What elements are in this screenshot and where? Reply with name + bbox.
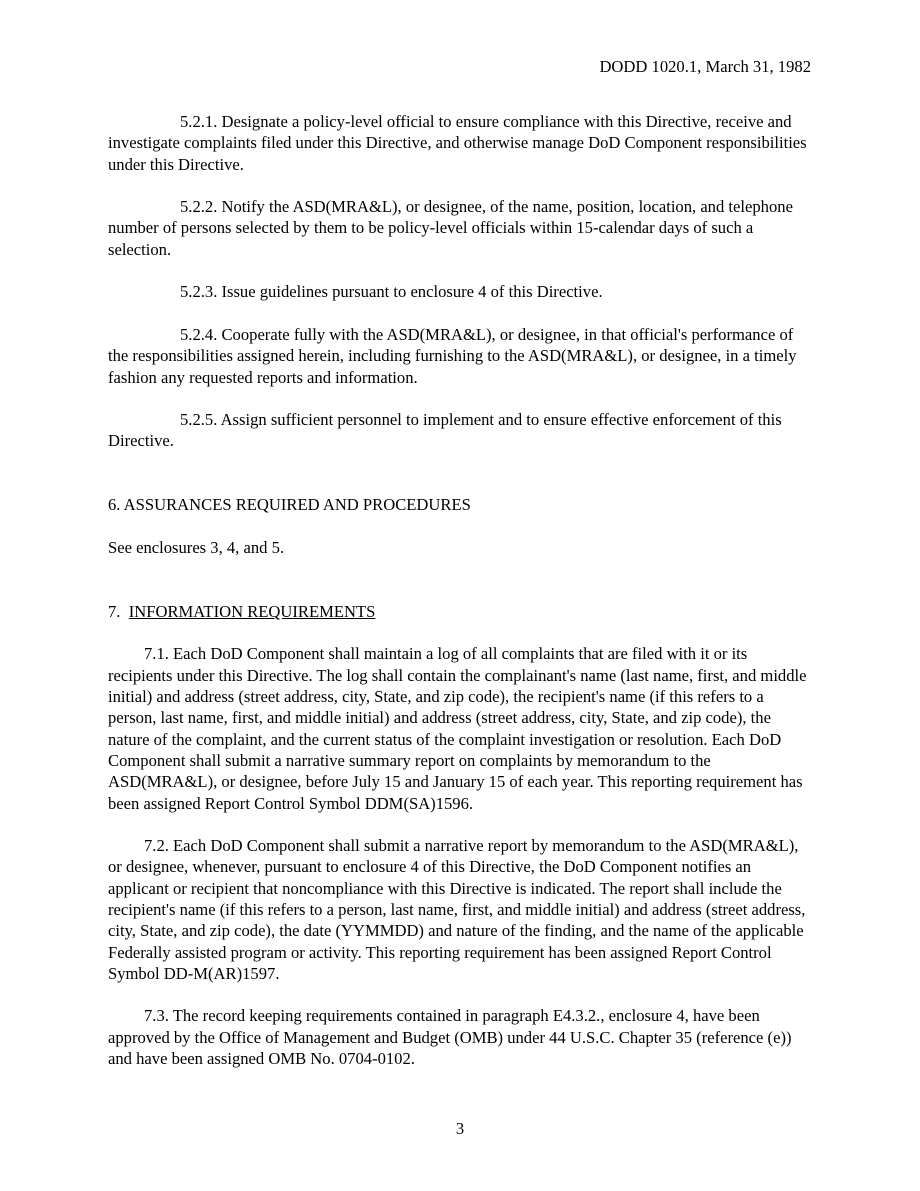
paragraph-5-2-1: 5.2.1. Designate a policy-level official to ensure compliance with this Directive, receive and investigate complaints filed under this Directive, and otherwise manage DoD Component responsibilities under this Directive. (108, 112, 807, 174)
section-7-heading (108, 601, 814, 622)
paragraph-5-2-4: 5.2.4. Cooperate fully with the ASD(MRA&L), or designee, in that official's performance of the responsibilities assigned herein, including furnishing to the ASD(MRA&L), or designee, in a timely fashion any requested reports and information. (108, 324, 797, 387)
section-6-heading: 6. ASSURANCES REQUIRED AND PROCEDURES (108, 495, 471, 515)
document-reference-header: DODD 1020.1, March 31, 1982 (599, 57, 811, 76)
paragraph-5-2-2: 5.2.2. Notify the ASD(MRA&L), or designee, of the name, position, location, and telephone number of persons selected by them to be policy-level officials within 15-calendar days of such a selection. (108, 197, 793, 259)
section-6-body: See enclosures 3, 4, and 5. (108, 537, 285, 557)
document-body (108, 111, 814, 1091)
paragraph-5-2-3: 5.2.3. Issue guidelines pursuant to enclosure 4 of this Directive. (180, 282, 603, 302)
paragraph-5-2-5: 5.2.5. Assign sufficient personnel to implement and to ensure effective enforcement of this Directive. (108, 410, 782, 451)
section-7-number: 7. (108, 601, 129, 621)
paragraph-7-3: 7.3. The record keeping requirements contained in paragraph E4.3.2., enclosure 4, have been approved by the Office of Management and Budget (OMB) under 44 U.S.C. Chapter 35 (reference (e)) and have been assigned OMB No. 0704-0102. (108, 1006, 792, 1069)
paragraph-7-2: 7.2. Each DoD Component shall submit a narrative report by memorandum to the ASD(MRA&L), or designee, whenever, pursuant to enclosure 4 of this Directive, the DoD Component notifies an applicant or recipient that noncompliance with this Directive is indicated. The report shall include the recipient's name (if this refers to a person, last name, first, and middle initial) and address (street address, city, State, and zip code), the date (YYMMDD) and nature of the finding, and the name of the applicable Federally assisted program or activity. This reporting requirement has been assigned Report Control Symbol DD-M(AR)1597. (108, 836, 806, 983)
section-7-title: INFORMATION REQUIREMENTS (128, 601, 376, 621)
paragraph-7-1: 7.1. Each DoD Component shall maintain a log of all complaints that are filed with it or its recipients under this Directive. The log shall contain the complainant's name (last name, first, and middle initial) and address (street address, city, State, and zip code), the recipient's name (if this refers to a person, last name, first, and middle initial) and address (street address, city, State, and zip code), the nature of the complaint, and the current status of the complaint investigation or resolution. Each DoD Component shall submit a narrative summary report on complaints by memorandum to the ASD(MRA&L), or designee, before July 15 and January 15 of each year. This reporting requirement has been assigned Report Control Symbol DDM(SA)1596. (108, 644, 807, 813)
page-number: 3 (455, 1119, 465, 1138)
